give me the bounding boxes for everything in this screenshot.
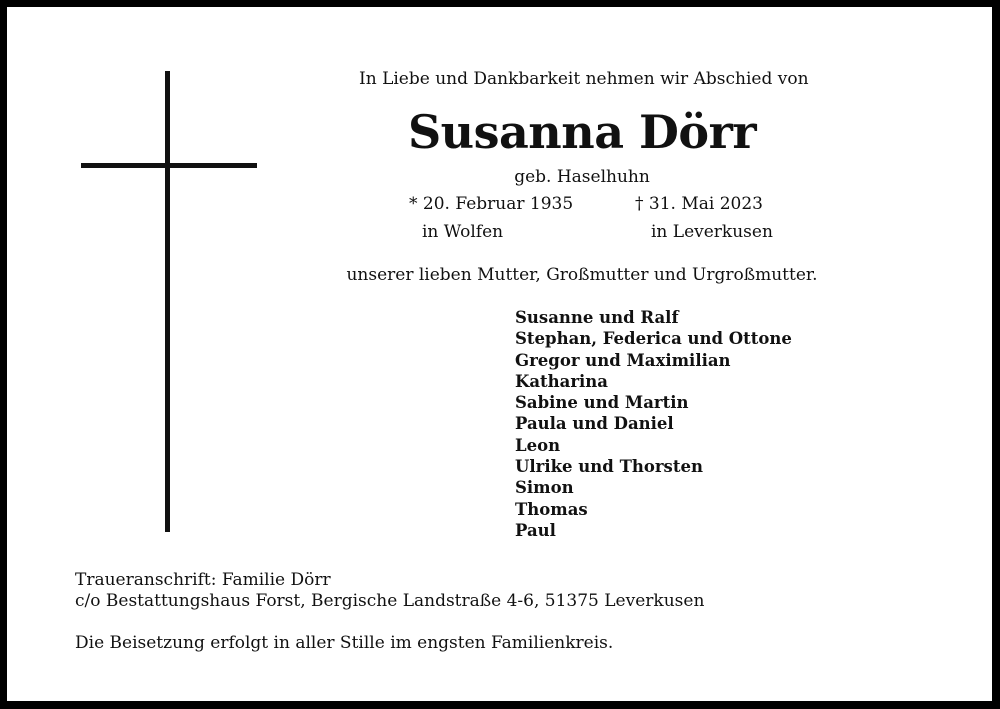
mourners-list — [515, 307, 792, 541]
list-item: Susanne und Ralf — [515, 308, 679, 327]
list-item: Simon — [515, 478, 574, 498]
list-item: Thomas — [515, 499, 588, 519]
deceased-name: Susanna Dörr — [407, 105, 757, 159]
list-item: Ulrike und Thorsten — [515, 457, 703, 477]
list-item: Stephan, Federica und Ottone — [515, 329, 792, 349]
list-item: Gregor und Maximilian — [515, 350, 731, 370]
list-item: Leon — [515, 435, 561, 455]
birth-place: in Wolfen — [422, 222, 504, 242]
birth-name: geb. Haselhuhn — [514, 167, 650, 187]
death-date: † 31. Mai 2023 — [635, 194, 763, 214]
obituary-card — [7, 7, 992, 701]
address-line-2: c/o Bestattungshaus Forst, Bergische Landstraße 4-6, 51375 Leverkusen — [75, 591, 705, 611]
relation-text: unserer lieben Mutter, Großmutter und Urgroßmutter. — [346, 265, 818, 285]
intro-text: In Liebe und Dankbarkeit nehmen wir Abschied von — [359, 69, 809, 89]
list-item: Paula und Daniel — [515, 414, 674, 434]
list-item: Paul — [515, 520, 556, 540]
funeral-note: Die Beisetzung erfolgt in aller Stille im engsten Familienkreis. — [75, 633, 614, 653]
list-item: Katharina — [515, 371, 608, 391]
death-place: in Leverkusen — [651, 222, 773, 242]
address-line-1: Traueranschrift: Familie Dörr — [75, 570, 331, 590]
birth-date: * 20. Februar 1935 — [409, 194, 574, 214]
list-item: Sabine und Martin — [515, 393, 689, 413]
